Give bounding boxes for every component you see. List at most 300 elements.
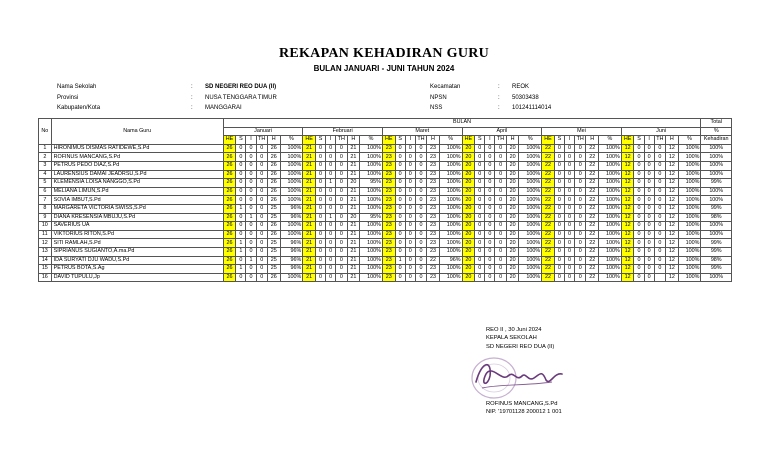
row-cell: 0 xyxy=(485,196,495,205)
row-cell: 0 xyxy=(256,265,267,274)
row-total: 100% xyxy=(701,273,732,282)
header-subcol: HE xyxy=(303,136,316,145)
header-subcol: TH xyxy=(654,136,665,145)
row-cell: 26 xyxy=(267,230,280,239)
row-cell: 0 xyxy=(564,187,574,196)
row-cell: 23 xyxy=(382,273,395,282)
row-cell: 1 xyxy=(236,247,246,256)
row-cell: 0 xyxy=(634,213,644,222)
row-cell: 0 xyxy=(315,273,325,282)
row-cell: 26 xyxy=(223,179,236,188)
row-cell: 0 xyxy=(415,179,426,188)
row-cell: 0 xyxy=(236,179,246,188)
row-cell: 0 xyxy=(315,239,325,248)
row-cell: 100% xyxy=(678,230,701,239)
row-cell: 0 xyxy=(415,187,426,196)
row-cell: 20 xyxy=(347,179,360,188)
row-cell: 100% xyxy=(519,161,542,170)
row-cell: 100% xyxy=(360,153,383,162)
row-cell: 22 xyxy=(586,265,599,274)
row-teacher-name: KLEMENSIA LOISA NANGGO,S.Pd xyxy=(51,179,223,188)
row-cell: 23 xyxy=(427,213,440,222)
header-name: Nama Guru xyxy=(51,119,223,145)
row-cell: 100% xyxy=(280,196,303,205)
table-row xyxy=(39,144,732,153)
row-cell: 23 xyxy=(382,161,395,170)
row-total: 100% xyxy=(701,222,732,231)
row-cell: 0 xyxy=(236,161,246,170)
row-cell: 0 xyxy=(475,213,485,222)
row-no: 5 xyxy=(39,179,52,188)
row-cell: 100% xyxy=(360,170,383,179)
row-cell: 100% xyxy=(439,230,462,239)
row-cell: 0 xyxy=(495,170,506,179)
row-cell: 21 xyxy=(303,239,316,248)
school-info-left-row xyxy=(57,104,277,113)
row-cell: 12 xyxy=(666,273,679,282)
row-cell: 22 xyxy=(542,187,555,196)
row-cell: 26 xyxy=(267,144,280,153)
row-cell: 0 xyxy=(415,239,426,248)
row-cell: 12 xyxy=(666,161,679,170)
row-cell: 100% xyxy=(360,196,383,205)
row-cell: 0 xyxy=(415,273,426,282)
row-cell: 22 xyxy=(542,256,555,265)
header-month: April xyxy=(462,127,542,136)
row-cell: 0 xyxy=(564,161,574,170)
row-cell: 0 xyxy=(246,179,256,188)
row-cell: 0 xyxy=(495,273,506,282)
row-total: 100% xyxy=(701,161,732,170)
row-cell: 26 xyxy=(267,179,280,188)
row-cell: 0 xyxy=(336,153,347,162)
row-cell: 0 xyxy=(495,256,506,265)
row-cell: 100% xyxy=(280,161,303,170)
row-cell: 12 xyxy=(666,265,679,274)
row-cell: 0 xyxy=(634,222,644,231)
table-row xyxy=(39,256,732,265)
row-cell: 22 xyxy=(542,170,555,179)
header-subcol: S xyxy=(315,136,325,145)
row-cell: 0 xyxy=(634,265,644,274)
row-cell: 0 xyxy=(236,230,246,239)
row-cell: 0 xyxy=(315,170,325,179)
row-cell: 0 xyxy=(336,204,347,213)
row-cell: 0 xyxy=(415,144,426,153)
table-row xyxy=(39,161,732,170)
row-cell: 0 xyxy=(246,170,256,179)
row-cell: 0 xyxy=(495,187,506,196)
row-cell: 23 xyxy=(382,144,395,153)
row-cell: 0 xyxy=(485,265,495,274)
row-cell: 22 xyxy=(542,161,555,170)
row-cell: 100% xyxy=(678,204,701,213)
row-cell: 0 xyxy=(246,187,256,196)
row-cell: 100% xyxy=(439,273,462,282)
row-cell: 23 xyxy=(427,239,440,248)
row-cell: 0 xyxy=(575,187,586,196)
row-cell: 26 xyxy=(267,196,280,205)
row-cell: 0 xyxy=(634,196,644,205)
row-cell: 95% xyxy=(360,213,383,222)
header-subcol: % xyxy=(678,136,701,145)
row-cell: 96% xyxy=(280,265,303,274)
row-cell: 100% xyxy=(519,265,542,274)
row-cell: 22 xyxy=(542,230,555,239)
row-cell: 100% xyxy=(599,153,622,162)
row-cell: 0 xyxy=(236,187,246,196)
row-cell: 0 xyxy=(256,153,267,162)
signature-name: ROFINUS MANCANG,S.Pd xyxy=(486,401,558,407)
row-cell: 23 xyxy=(427,187,440,196)
row-teacher-name: DAVID TUPULU,Jp xyxy=(51,273,223,282)
row-cell: 0 xyxy=(236,222,246,231)
row-cell: 100% xyxy=(439,213,462,222)
row-cell: 20 xyxy=(462,273,475,282)
row-cell: 26 xyxy=(223,256,236,265)
row-cell: 100% xyxy=(519,247,542,256)
row-cell: 100% xyxy=(519,256,542,265)
signature-block xyxy=(486,326,554,351)
header-subcol: I xyxy=(485,136,495,145)
row-cell: 0 xyxy=(405,213,415,222)
row-cell: 100% xyxy=(439,179,462,188)
row-cell: 20 xyxy=(506,144,519,153)
row-cell: 0 xyxy=(495,153,506,162)
header-subcol: S xyxy=(236,136,246,145)
row-cell: 0 xyxy=(256,187,267,196)
row-cell: 12 xyxy=(621,230,634,239)
row-cell: 20 xyxy=(462,239,475,248)
row-cell: 26 xyxy=(223,273,236,282)
row-cell: 0 xyxy=(395,161,405,170)
row-no: 7 xyxy=(39,196,52,205)
row-cell: 0 xyxy=(405,170,415,179)
row-cell: 0 xyxy=(634,179,644,188)
row-cell: 12 xyxy=(666,256,679,265)
school-info-right-colon: : xyxy=(498,84,500,90)
row-cell: 0 xyxy=(405,222,415,231)
row-cell: 22 xyxy=(542,247,555,256)
row-cell: 0 xyxy=(256,213,267,222)
row-cell: 23 xyxy=(427,179,440,188)
row-cell: 12 xyxy=(621,144,634,153)
row-cell: 22 xyxy=(542,153,555,162)
row-cell: 25 xyxy=(267,265,280,274)
row-cell: 0 xyxy=(395,170,405,179)
row-cell: 0 xyxy=(554,239,564,248)
row-cell: 0 xyxy=(644,256,654,265)
row-teacher-name: PETRUS BOTA,S.Ag xyxy=(51,265,223,274)
row-cell: 0 xyxy=(575,273,586,282)
row-cell: 23 xyxy=(382,239,395,248)
row-cell: 0 xyxy=(315,161,325,170)
school-info-left-row xyxy=(57,83,277,92)
row-cell: 0 xyxy=(485,239,495,248)
signature-school: SD NEGERI REO DUA (II) xyxy=(486,343,555,350)
school-info-left-label: Nama Sekolah xyxy=(57,84,97,90)
row-cell: 22 xyxy=(586,213,599,222)
row-cell xyxy=(654,273,665,282)
row-cell: 0 xyxy=(405,265,415,274)
row-cell: 0 xyxy=(315,204,325,213)
row-cell: 0 xyxy=(336,222,347,231)
row-cell: 22 xyxy=(586,230,599,239)
row-cell: 0 xyxy=(654,187,665,196)
school-info-left-colon: : xyxy=(191,94,193,101)
row-cell: 0 xyxy=(256,179,267,188)
row-cell: 21 xyxy=(347,144,360,153)
row-cell: 100% xyxy=(280,170,303,179)
row-cell: 23 xyxy=(382,153,395,162)
row-teacher-name: PETRUS PEDO DIAZ,S.Pd xyxy=(51,161,223,170)
row-cell: 0 xyxy=(326,230,336,239)
row-cell: 23 xyxy=(427,247,440,256)
row-cell: 21 xyxy=(347,170,360,179)
row-cell: 0 xyxy=(236,256,246,265)
row-cell: 0 xyxy=(315,222,325,231)
row-cell: 21 xyxy=(347,265,360,274)
row-cell: 1 xyxy=(236,265,246,274)
row-cell: 0 xyxy=(495,196,506,205)
row-cell: 100% xyxy=(678,144,701,153)
row-cell: 0 xyxy=(475,179,485,188)
row-cell: 21 xyxy=(303,161,316,170)
row-cell: 26 xyxy=(223,265,236,274)
row-cell: 21 xyxy=(303,256,316,265)
row-total: 100% xyxy=(701,153,732,162)
row-cell: 100% xyxy=(360,256,383,265)
row-cell: 0 xyxy=(475,273,485,282)
row-cell: 23 xyxy=(427,273,440,282)
header-subcol: I xyxy=(644,136,654,145)
row-cell: 21 xyxy=(347,256,360,265)
row-cell: 0 xyxy=(554,204,564,213)
row-cell: 22 xyxy=(586,144,599,153)
row-cell: 21 xyxy=(303,265,316,274)
row-cell: 23 xyxy=(382,230,395,239)
row-cell: 100% xyxy=(439,196,462,205)
row-cell: 23 xyxy=(427,144,440,153)
row-cell: 0 xyxy=(554,179,564,188)
row-cell: 100% xyxy=(599,213,622,222)
school-info-right-row xyxy=(430,94,551,103)
school-info-right-value: REOK xyxy=(512,84,530,90)
row-cell: 23 xyxy=(382,213,395,222)
row-cell: 0 xyxy=(554,256,564,265)
header-subcol: HE xyxy=(462,136,475,145)
row-cell: 0 xyxy=(326,247,336,256)
row-cell: 0 xyxy=(634,247,644,256)
row-cell: 0 xyxy=(485,179,495,188)
row-cell: 100% xyxy=(599,170,622,179)
row-cell: 22 xyxy=(586,256,599,265)
row-cell: 0 xyxy=(634,239,644,248)
row-cell: 0 xyxy=(336,213,347,222)
table-row xyxy=(39,170,732,179)
row-total: 99% xyxy=(701,247,732,256)
row-cell: 21 xyxy=(347,273,360,282)
row-cell: 0 xyxy=(575,204,586,213)
row-cell: 0 xyxy=(405,161,415,170)
row-cell: 0 xyxy=(475,230,485,239)
row-cell: 100% xyxy=(280,222,303,231)
row-cell: 0 xyxy=(405,187,415,196)
header-no: No xyxy=(39,119,52,145)
row-cell: 12 xyxy=(666,204,679,213)
row-cell: 0 xyxy=(554,196,564,205)
row-cell: 0 xyxy=(644,265,654,274)
row-cell: 21 xyxy=(303,204,316,213)
row-cell: 100% xyxy=(439,144,462,153)
row-cell: 100% xyxy=(678,273,701,282)
page-subtitle: BULAN JANUARI - JUNI TAHUN 2024 xyxy=(313,64,455,73)
row-cell: 25 xyxy=(267,256,280,265)
row-cell: 0 xyxy=(644,153,654,162)
row-cell: 0 xyxy=(485,187,495,196)
row-cell: 0 xyxy=(336,179,347,188)
row-cell: 0 xyxy=(475,153,485,162)
row-cell: 100% xyxy=(360,273,383,282)
row-cell: 0 xyxy=(644,187,654,196)
row-cell: 100% xyxy=(599,265,622,274)
row-cell: 23 xyxy=(382,196,395,205)
row-cell: 0 xyxy=(634,273,644,282)
row-cell: 0 xyxy=(654,179,665,188)
row-cell: 0 xyxy=(415,222,426,231)
row-cell: 26 xyxy=(267,153,280,162)
header-subcol: H xyxy=(427,136,440,145)
header-subcol: I xyxy=(564,136,574,145)
row-no: 9 xyxy=(39,213,52,222)
row-cell: 20 xyxy=(506,256,519,265)
row-cell: 0 xyxy=(475,265,485,274)
row-cell: 12 xyxy=(621,170,634,179)
row-cell: 0 xyxy=(644,273,654,282)
school-info-left-label: Kabupaten/Kota xyxy=(57,105,101,112)
school-info-right-row xyxy=(430,104,551,113)
row-cell: 12 xyxy=(621,247,634,256)
row-cell: 0 xyxy=(654,153,665,162)
row-cell: 20 xyxy=(462,256,475,265)
row-cell: 0 xyxy=(644,213,654,222)
row-cell: 0 xyxy=(326,153,336,162)
school-info-left-row xyxy=(57,94,277,103)
header-subcol: % xyxy=(280,136,303,145)
table-row xyxy=(39,179,732,188)
row-cell: 0 xyxy=(634,161,644,170)
row-cell: 0 xyxy=(634,187,644,196)
row-cell: 0 xyxy=(554,265,564,274)
row-cell: 0 xyxy=(564,273,574,282)
row-cell: 26 xyxy=(267,187,280,196)
row-cell: 0 xyxy=(485,204,495,213)
row-cell: 100% xyxy=(599,161,622,170)
row-cell: 12 xyxy=(621,265,634,274)
row-cell: 26 xyxy=(223,196,236,205)
row-cell: 100% xyxy=(360,161,383,170)
row-cell: 26 xyxy=(223,170,236,179)
row-cell: 21 xyxy=(303,187,316,196)
row-cell: 100% xyxy=(360,144,383,153)
row-no: 6 xyxy=(39,187,52,196)
row-cell: 12 xyxy=(621,161,634,170)
row-cell: 26 xyxy=(267,161,280,170)
row-cell: 21 xyxy=(347,187,360,196)
row-cell: 100% xyxy=(519,230,542,239)
row-teacher-name: SAVERIUS UA xyxy=(51,222,223,231)
row-cell: 0 xyxy=(256,196,267,205)
row-cell: 100% xyxy=(678,247,701,256)
row-teacher-name: SITI RAMLAH,S.Pd xyxy=(51,239,223,248)
row-cell: 12 xyxy=(666,196,679,205)
row-teacher-name: IDA SURYATI DJU WADU,S.Pd xyxy=(51,256,223,265)
row-cell: 12 xyxy=(666,239,679,248)
row-cell: 96% xyxy=(280,247,303,256)
row-cell: 96% xyxy=(439,256,462,265)
row-cell: 12 xyxy=(666,170,679,179)
row-cell: 22 xyxy=(586,196,599,205)
row-cell: 100% xyxy=(439,153,462,162)
row-cell: 0 xyxy=(415,247,426,256)
signature-place-date: REO II , 30 Juni 2024 xyxy=(486,327,542,333)
row-cell: 22 xyxy=(586,273,599,282)
row-cell: 100% xyxy=(678,265,701,274)
row-cell: 0 xyxy=(415,196,426,205)
row-cell: 100% xyxy=(599,222,622,231)
row-cell: 0 xyxy=(634,204,644,213)
row-cell: 26 xyxy=(223,187,236,196)
row-cell: 100% xyxy=(599,273,622,282)
row-cell: 26 xyxy=(223,239,236,248)
header-month: Mei xyxy=(542,127,622,136)
row-cell: 0 xyxy=(336,273,347,282)
row-cell: 20 xyxy=(506,213,519,222)
row-cell: 0 xyxy=(246,196,256,205)
row-cell: 20 xyxy=(506,196,519,205)
row-cell: 0 xyxy=(475,161,485,170)
row-cell: 100% xyxy=(439,222,462,231)
row-cell: 0 xyxy=(246,144,256,153)
row-cell: 21 xyxy=(347,204,360,213)
row-cell: 23 xyxy=(427,161,440,170)
row-cell: 100% xyxy=(519,179,542,188)
row-cell: 21 xyxy=(347,196,360,205)
row-total: 100% xyxy=(701,170,732,179)
row-cell: 26 xyxy=(223,213,236,222)
row-cell: 0 xyxy=(246,239,256,248)
row-cell: 100% xyxy=(360,230,383,239)
row-cell: 0 xyxy=(395,230,405,239)
row-cell: 26 xyxy=(223,230,236,239)
row-cell: 0 xyxy=(405,256,415,265)
header-row xyxy=(39,119,732,128)
header-month: Maret xyxy=(382,127,462,136)
row-cell: 0 xyxy=(336,144,347,153)
row-cell: 26 xyxy=(223,153,236,162)
row-cell: 100% xyxy=(280,273,303,282)
row-cell: 0 xyxy=(256,273,267,282)
row-cell: 0 xyxy=(564,170,574,179)
row-cell: 100% xyxy=(439,161,462,170)
row-cell: 0 xyxy=(315,247,325,256)
row-cell: 22 xyxy=(586,161,599,170)
header-subcol: HE xyxy=(621,136,634,145)
row-cell: 0 xyxy=(326,144,336,153)
row-cell: 0 xyxy=(405,153,415,162)
row-cell: 0 xyxy=(495,230,506,239)
row-cell: 22 xyxy=(542,179,555,188)
